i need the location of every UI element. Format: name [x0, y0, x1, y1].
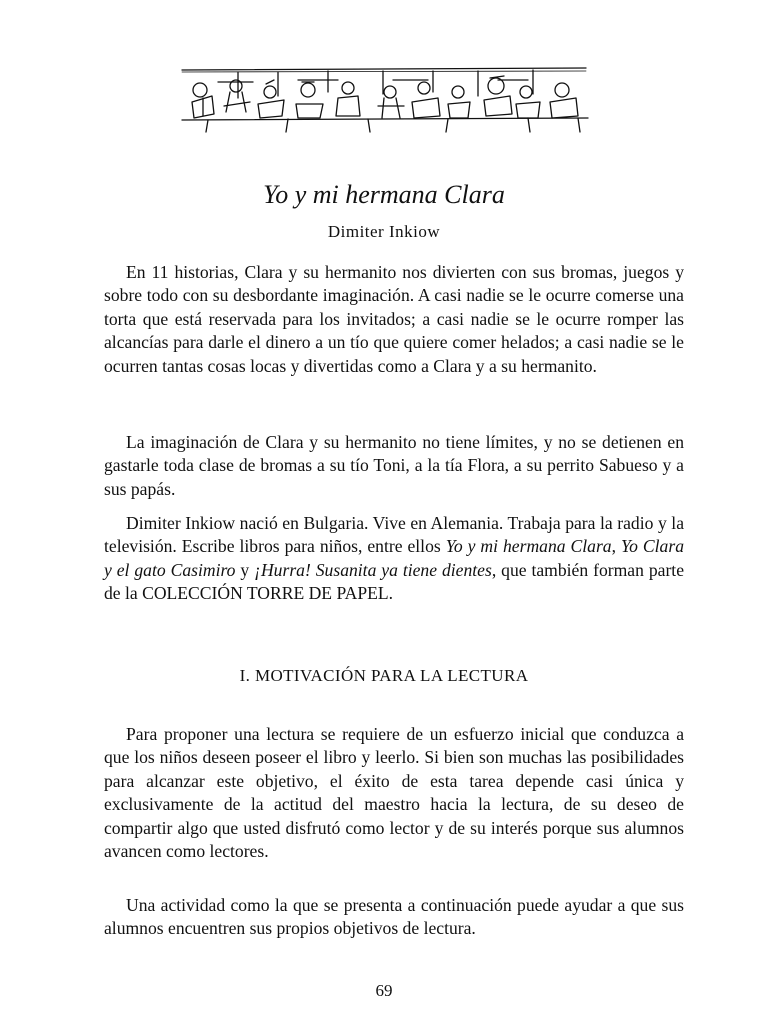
page-number: 69 [375, 981, 393, 1000]
author-bio-end: , que también forman parte de la COLECCIÓN TORRE DE PAPEL. [104, 559, 684, 604]
book-author: Dimiter Inkiow [327, 222, 441, 241]
motivation-paragraph: Para proponer una lectura se requiere de un esfuerzo inicial que conduzca a que los niños deseen poseer el libro y leerlo. Si bien son muchas las posibilidades para alcanzar este objetivo, el éxito de esta tarea depende casi única y exclusivamente de la actitud del maestro hacia la lectura, de su deseo de compartir algo que usted disfrutó como lector y de su interés porque sus alumnos avancen como lectores. [104, 724, 684, 862]
book-title-1: Yo y mi hermana Clara [445, 536, 612, 557]
imagination-paragraph: La imaginación de Clara y su hermanito no tiene límites, y no se detienen en gastarle toda clase de bromas a su tío Toni, a la tía Flora, a su perrito Sabueso y a sus papás. [104, 432, 684, 499]
activity-paragraph: Una actividad como la que se presenta a continuación puede ayudar a que sus alumnos encuentren sus propios objetivos de lectura. [104, 895, 684, 939]
summary-paragraph: En 11 historias, Clara y su hermanito nos divierten con sus bromas, juegos y sobre todo con su desbordante imaginación. A casi nadie se le ocurre comerse una torta que está reservada para los invitados; a casi nadie se le ocurre romper las alcancías para darle el dinero a un tío que quiere comer helados; a casi nadie se le ocurren tantas cosas locas y divertidas como a Clara y a su hermanito. [104, 262, 684, 376]
section-heading: I. MOTIVACIÓN PARA LA LECTURA [239, 666, 529, 685]
author-bio-paragraph [104, 512, 684, 606]
book-title-2: Yo Clara y el gato Casimiro [104, 536, 684, 580]
classroom-illustration [178, 62, 590, 136]
book-title-3: ¡Hurra! Susanita ya tiene dientes [254, 559, 492, 580]
book-title: Yo y mi hermana Clara [263, 180, 505, 209]
separator-2: y [235, 559, 255, 580]
separator-1: , [611, 536, 621, 557]
author-bio-text: Dimiter Inkiow nació en Bulgaria. Vive en Alemania. Trabaja para la radio y la televisión. Escribe libros para niños, entre ellos [104, 513, 684, 557]
